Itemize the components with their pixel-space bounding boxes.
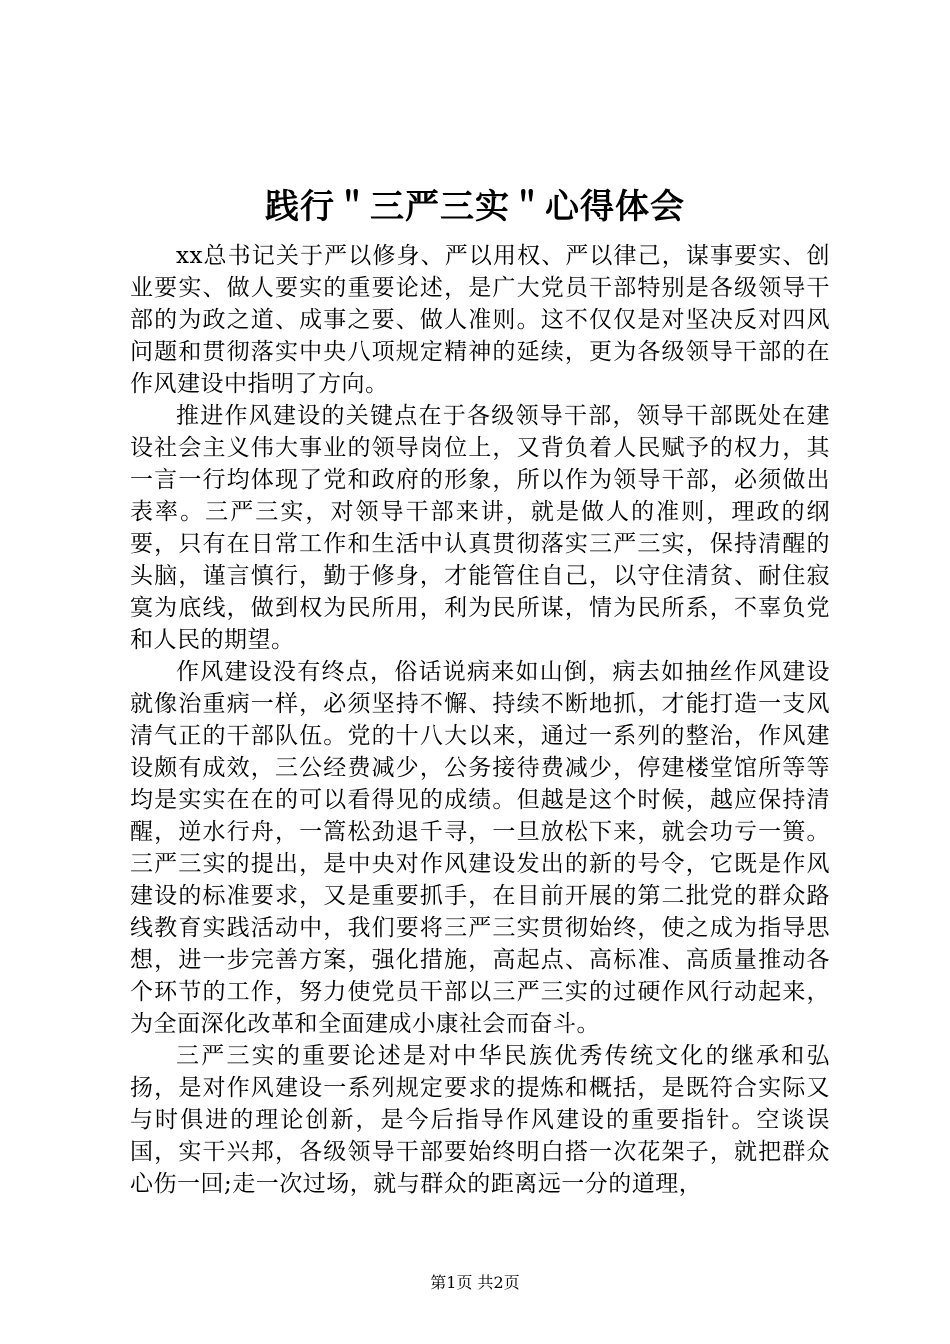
paragraph-1: xx总书记关于严以修身、严以用权、严以律己，谋事要实、创业要实、做人要实的重要论述，是广大党员干部特别是各级领导干部的为政之道、成事之要、做人准则。这不仅仅是对坚决反对四风问题和贯彻落实中央八项规定精神的延续，更为各级领导干部的在作风建设中指明了方向。 xyxy=(130,243,830,397)
page-number-footer: 第1页 共2页 xyxy=(430,1273,520,1292)
paragraph-4: 三严三实的重要论述是对中华民族优秀传统文化的继承和弘扬，是对作风建设一系列规定要求的提炼和概括，是既符合实际又与时俱进的理论创新，是今后指导作风建设的重要指针。空谈误国，实干兴邦，各级领导干部要始终明白搭一次花架子，就把群众心伤一回;走一次过场，就与群众的距离远一分的道理， xyxy=(130,1043,830,1197)
paragraph-2: 推进作风建设的关键点在于各级领导干部，领导干部既处在建设社会主义伟大事业的领导岗位上，又背负着人民赋予的权力，其一言一行均体现了党和政府的形象，所以作为领导干部，必须做出表率。三严三实，对领导干部来讲，就是做人的准则，理政的纲要，只有在日常工作和生活中认真贯彻落实三严三实，保持清醒的头脑，谨言慎行，勤于修身，才能管住自己，以守住清贫、耐住寂寞为底线，做到权为民所用，利为民所谋，情为民所系，不辜负党和人民的期望。 xyxy=(130,403,830,653)
paragraph-3: 作风建设没有终点，俗话说病来如山倒，病去如抽丝作风建设就像治重病一样，必须坚持不懈、持续不断地抓，才能打造一支风清气正的干部队伍。党的十八大以来，通过一系列的整治，作风建设颇有成效，三公经费减少，公务接待费减少，停建楼堂馆所等等均是实实在在的可以看得见的成绩。但越是这个时候，越应保持清醒，逆水行舟，一篙松劲退千寻，一旦放松下来，就会功亏一篑。三严三实的提出，是中央对作风建设发出的新的号令，它既是作风建设的标准要求，又是重要抓手，在目前开展的第二批党的群众路线教育实践活动中，我们要将三严三实贯彻始终，使之成为指导思想，进一步完善方案，强化措施，高起点、高标准、高质量推动各个环节的工作，努力使党员干部以三严三实的过硬作风行动起来，为全面深化改革和全面建成小康社会而奋斗。 xyxy=(130,659,830,1037)
document-body xyxy=(130,240,830,1200)
document-title: 践行＂三严三实＂心得体会 xyxy=(265,187,685,227)
